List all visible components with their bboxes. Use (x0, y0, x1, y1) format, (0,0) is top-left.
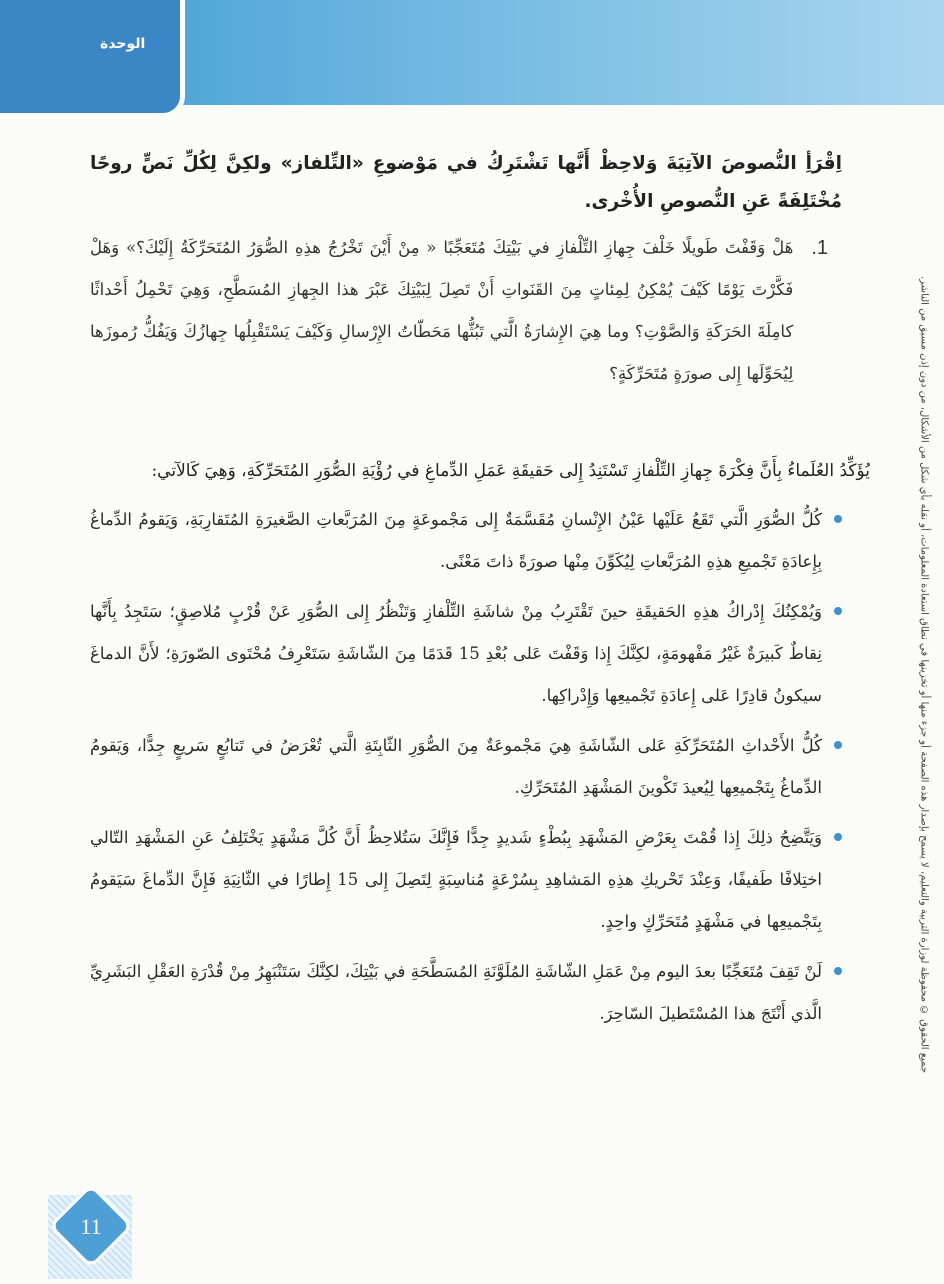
bullet-item (90, 499, 842, 583)
bullet-dot-icon (834, 607, 842, 615)
bullet-text: لَنْ تَقِفَ مُتَعَجِّبًا بعدَ اليوم مِنْ عَمَلِ الشّاشَةِ المُلَوَّنَةِ المُسَطَّحَةِ في بَيْتِكَ، لكِنَّكَ سَتَنْبَهِرُ مِنْ قُدْرَةِ العَقْلِ البَشَرِيِّ الَّذي أَنْتَجَ هذا المُسْتَطيلَ السّاحِرَ. (90, 962, 822, 1023)
bullet-item (90, 817, 842, 943)
bullet-dot-icon (834, 515, 842, 523)
item-number: 1. (811, 237, 828, 259)
unit-tab (0, 0, 185, 118)
numbered-item-1 (90, 227, 828, 395)
bullet-item (90, 725, 842, 809)
bullet-item (90, 951, 842, 1035)
copyright-text: جميع الحقوق © محفوظة لوزارة التربية والتعليم، لا يسمح بإصدار هذه الصفحة أو جزء منها أو تخزينها في نطاق استعادة المعلومات، أو نقله بأي شكل من الأشكال، من دون إذن مسبق من الناشر. (918, 276, 930, 1074)
bullet-list (90, 499, 842, 1035)
bullet-item (90, 591, 842, 717)
bullet-text: كُلُّ الصُّوَرِ الَّتي تَقَعُ عَلَيْها عَيْنُ الإِنْسانِ مُقَسَّمَةٌ إِلى مَجْموعَةٍ مِنَ المُرَبَّعاتِ الصَّغيرَةِ المُتَقارِبَةِ، وَيَقومُ الدِّماغُ بِإِعادَةِ تَجْميعِ هذِهِ المُرَبَّعاتِ لِيُكَوِّنَ مِنْها صورَةً ذاتَ مَعْنًى. (90, 510, 822, 571)
bullet-dot-icon (834, 833, 842, 841)
item-text: هَلْ وَقَفْتَ طَويلًا خَلْفَ جِهازِ التِّلْفازِ في بَيْتِكَ مُتَعَجِّبًا « مِنْ أَيْنَ تَخْرُجُ هذِهِ الصُّوَرُ المُتَحَرِّكَةُ إِلَيْكَ؟» وَهَلْ فَكَّرْتَ يَوْمًا كَيْفَ يُمْكِنُ لِمِئاتٍ مِنَ القَنَواتِ أَنْ تَصِلَ لِبَيْتِكَ عَبْرَ هذا الجِهازِ المُسَطَّحِ، وَهِيَ تَحْمِلُ أَحْداثًا كامِلَةَ الحَرَكَةِ وَالصَّوْتِ؟ وما هِيَ الإِشارَةُ الَّتي تَبُثُّها مَحَطّاتُ الإِرْسالِ وَكَيْفَ يَسْتَقْبِلُها جِهازُكَ وَيَفُكُّ رُموزَها لِيُحَوِّلَها إِلى صورَةٍ مُتَحَرِّكَةٍ؟ (90, 238, 794, 383)
lead-paragraph: يُؤَكِّدُ العُلَماءُ بِأَنَّ فِكْرَةَ جِهازِ التِّلْفازِ تَسْتَنِدُ إِلى حَقيقَةِ عَمَلِ الدِّماغِ في رُؤْيَةِ الصُّوَرِ المُتَحَرِّكَةِ، وَهِيَ كَالآتي: (151, 461, 870, 481)
bullet-text: وَيَتَّضِحُ ذلِكَ إِذا قُمْتَ بِعَرْضِ المَشْهَدِ بِبُطْءٍ شَديدٍ جِدًّا فَإِنَّكَ سَتُلاحِظُ أَنَّ كُلَّ مَشْهَدٍ يَخْتَلِفُ عَنِ المَشْهَدِ التّالي اختِلافًا طَفيفًا، وَعِنْدَ تَحْريكِ هذِهِ المَشاهِدِ بِسُرْعَةٍ مُناسِبَةٍ لِتَصِلَ إِلى 15 إِطارًا في الثّانِيَةِ فَإِنَّ الدِّماغَ سَيَقومُ بِتَجْميعِها في مَشْهَدٍ مُتَحَرِّكٍ واحِدٍ. (90, 828, 822, 931)
bullet-text: وَيُمْكِنُكَ إِدْراكُ هذِهِ الحَقيقَةِ حينَ تَقْتَرِبُ مِنْ شاشَةِ التِّلْفازِ وَتَنْظُرُ إِلى الصُّوَرِ عَنْ قُرْبٍ مُلاصِقٍ؛ سَتَجِدُ بِأَنَّها نِقاطٌ كَبيرَةٌ غَيْرُ مَفْهومَةٍ، لكِنَّكَ إِذا وَقَفْتَ عَلى بُعْدِ 15 قَدَمًا مِنَ الشّاشَةِ سَتَعْرِفُ مُحْتَوى الصّورَةِ؛ لأَنَّ الدماغَ سيكونُ قادِرًا عَلى إِعادَةِ تَجْميعِها وَإِدْراكِها. (90, 602, 822, 705)
copyright-side-note (904, 175, 944, 1175)
unit-label: الوحدة (100, 36, 146, 52)
instruction-heading: اِقْرَأِ النُّصوصَ الآتِيَةَ وَلاحِظْ أَنَّها تَشْتَرِكُ في مَوْضوعِ «التِّلفاز» ولكِنَّ لِكُلِّ نَصٍّ روحًا مُخْتَلِفَةً عَنِ النُّصوصِ الأُخْرى. (90, 153, 842, 212)
bullet-dot-icon (834, 741, 842, 749)
bullet-text: كُلُّ الأَحْداثِ المُتَحَرِّكَةِ عَلى الشّاشَةِ هِيَ مَجْموعَةٌ مِنَ الصُّوَرِ الثّابِتَةِ الَّتي تُعْرَضُ في تَتابُعٍ سَريعٍ جِدًّا، وَيَقومُ الدِّماغُ بِتَجْميعِها لِيُعيدَ تَكْوينَ المَشْهَدِ المُتَحَرِّكِ. (90, 736, 822, 797)
bullet-dot-icon (834, 967, 842, 975)
main-content (90, 145, 870, 1043)
page-number: 11 (80, 1214, 102, 1239)
